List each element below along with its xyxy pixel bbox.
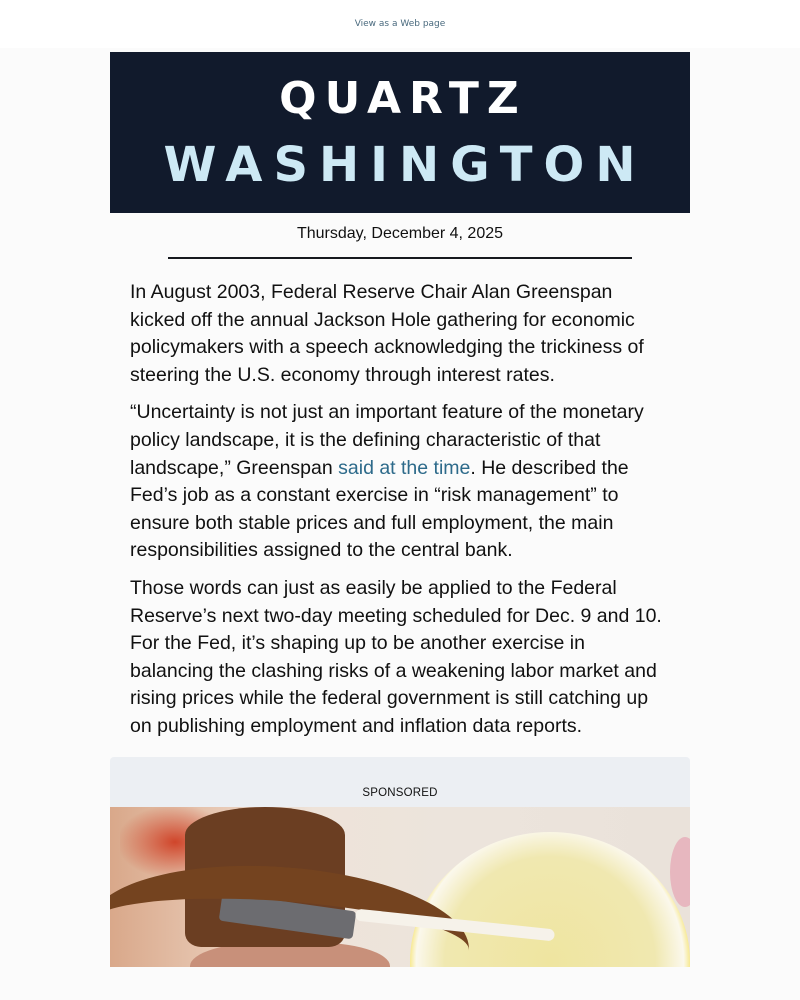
view-as-web-page-link[interactable]: View as a Web page	[354, 19, 446, 29]
sponsored-label: SPONSORED	[362, 786, 438, 799]
sponsored-block	[110, 757, 690, 967]
said-at-the-time-link[interactable]: said at the time	[338, 456, 471, 479]
banner-edition: WASHINGTON	[163, 136, 647, 193]
dateline: Thursday, December 4, 2025	[296, 225, 504, 242]
article-paragraph-2	[130, 399, 670, 565]
article-paragraph-3: Those words can just as easily be applied to the Federal Reserve’s next two-day meeting scheduled for Dec. 9 and 10. For the Fed, it’s shaping up to be another exercise in balancing the clashing risks of a weakening labor market and rising prices while the federal government is still catching up on publishing employment and inflation data reports.	[130, 576, 662, 737]
finger-shape	[670, 837, 690, 907]
banner-brand: QUARTZ	[279, 72, 527, 124]
preheader	[0, 0, 800, 48]
paragraph-text: . He described the Fed’s job as a constant exercise in “risk management” to ensure both stable prices and full employment, the main responsibilities assigned to the central bank.	[130, 456, 629, 562]
article-paragraph-1: In August 2003, Federal Reserve Chair Alan Greenspan kicked off the annual Jackson Hole gathering for economic policymakers with a speech acknowledging the trickiness of steering the U.S. economy through interest rates.	[130, 281, 644, 386]
paragraph-text: “Uncertainty is not just an important feature of the monetary policy landscape, it is the defining characteristic of that landscape,” Greenspan	[130, 401, 644, 479]
sponsored-ad-image[interactable]	[110, 807, 690, 967]
email-container	[110, 52, 690, 967]
email-body	[0, 48, 800, 1000]
article-body	[110, 259, 690, 741]
newsletter-banner	[110, 52, 690, 213]
